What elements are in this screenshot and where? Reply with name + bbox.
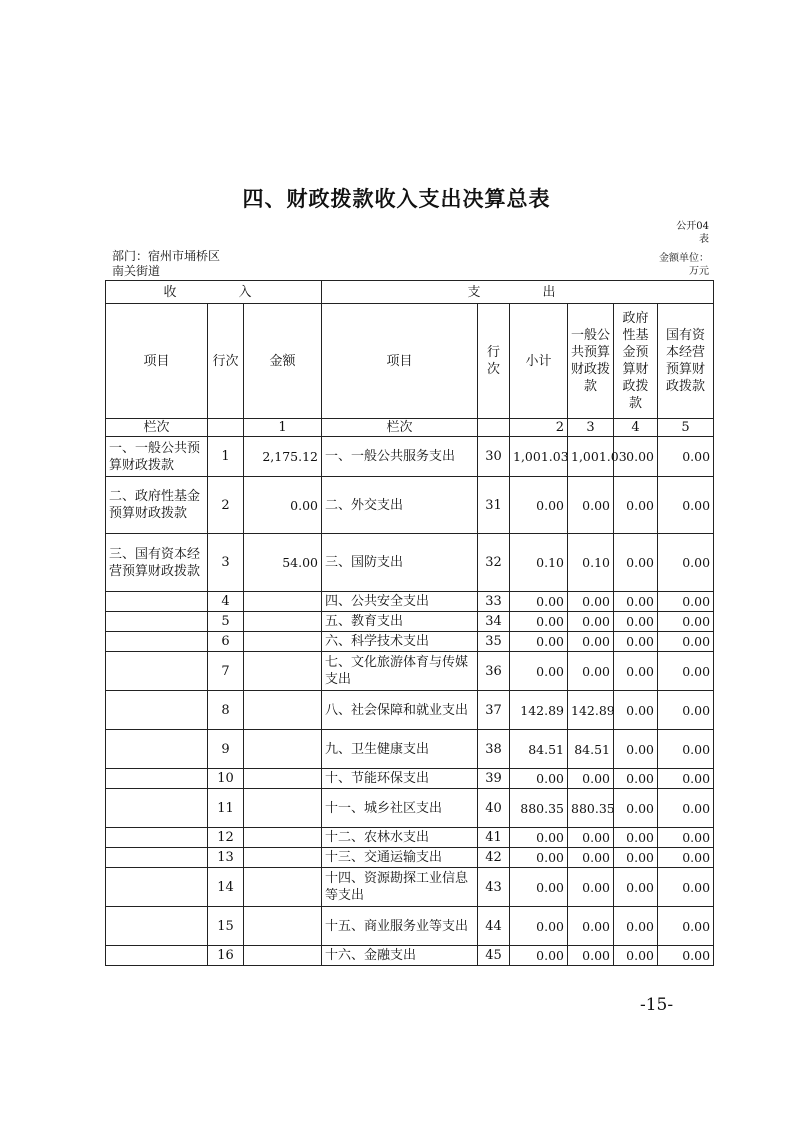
- income-amount: [244, 907, 322, 946]
- index-c1: 1: [244, 419, 322, 437]
- index-c4: 4: [614, 419, 658, 437]
- income-row-no: 4: [208, 592, 244, 612]
- state-capital-value: 0.00: [658, 691, 714, 730]
- index-c2: 2: [510, 419, 568, 437]
- income-row-no: 6: [208, 632, 244, 652]
- expense-row-no: 31: [478, 477, 510, 534]
- income-row-no: 10: [208, 769, 244, 789]
- income-item: [106, 907, 208, 946]
- income-item: [106, 691, 208, 730]
- subtotal-value: 0.00: [510, 848, 568, 868]
- income-amount: [244, 868, 322, 907]
- income-row-no: 9: [208, 730, 244, 769]
- subtotal-header: 小计: [510, 304, 568, 419]
- income-row-no: 14: [208, 868, 244, 907]
- income-item: [106, 828, 208, 848]
- expense-item: 二、外交支出: [322, 477, 478, 534]
- income-row-no: 3: [208, 534, 244, 592]
- state-capital-value: 0.00: [658, 652, 714, 691]
- fund-budget-value: 0.00: [614, 652, 658, 691]
- general-budget-value: 0.00: [568, 868, 614, 907]
- subtotal-value: 0.00: [510, 769, 568, 789]
- state-capital-value: 0.00: [658, 730, 714, 769]
- income-item-header: 项目: [106, 304, 208, 419]
- income-amount: [244, 946, 322, 966]
- state-capital-value: 0.00: [658, 612, 714, 632]
- state-capital-value: 0.00: [658, 789, 714, 828]
- expense-row-no: 41: [478, 828, 510, 848]
- general-budget-value: 0.00: [568, 477, 614, 534]
- income-amount: [244, 769, 322, 789]
- table-row: [106, 691, 714, 730]
- table-row: [106, 652, 714, 691]
- fund-budget-header: 政府性基金预算财政拨款: [614, 304, 658, 419]
- expense-row-no: 36: [478, 652, 510, 691]
- income-amount: 0.00: [244, 477, 322, 534]
- income-amount: [244, 652, 322, 691]
- page-title: 四、财政拨款收入支出决算总表: [242, 187, 551, 211]
- general-budget-header: 一般公共预算财政拨款: [568, 304, 614, 419]
- budget-summary-table: [105, 280, 714, 966]
- fund-budget-value: 0.00: [614, 534, 658, 592]
- general-budget-value: 0.00: [568, 652, 614, 691]
- expense-item-header: 项目: [322, 304, 478, 419]
- expense-row-no: 35: [478, 632, 510, 652]
- income-amount: [244, 828, 322, 848]
- income-amount: [244, 612, 322, 632]
- subtotal-value: 84.51: [510, 730, 568, 769]
- general-budget-value: 1,001.03: [568, 437, 614, 477]
- general-budget-value: 0.10: [568, 534, 614, 592]
- subtotal-value: 0.00: [510, 632, 568, 652]
- income-amount: [244, 592, 322, 612]
- general-budget-value: 0.00: [568, 592, 614, 612]
- expense-row-no: 38: [478, 730, 510, 769]
- index-c3: 3: [568, 419, 614, 437]
- fund-budget-value: 0.00: [614, 769, 658, 789]
- fund-budget-value: 0.00: [614, 437, 658, 477]
- state-capital-value: 0.00: [658, 534, 714, 592]
- expense-item: 十四、资源勘探工业信息等支出: [322, 868, 478, 907]
- subtotal-value: 0.00: [510, 907, 568, 946]
- table-row: [106, 907, 714, 946]
- amount-header: 金额: [244, 304, 322, 419]
- expense-row-no: 34: [478, 612, 510, 632]
- income-item: 二、政府性基金预算财政拨款: [106, 477, 208, 534]
- state-capital-value: 0.00: [658, 632, 714, 652]
- department-label: 部门：宿州市埇桥区南关街道: [112, 249, 221, 278]
- general-budget-value: 0.00: [568, 907, 614, 946]
- fund-budget-value: 0.00: [614, 868, 658, 907]
- income-item: [106, 946, 208, 966]
- expense-item: 十三、交通运输支出: [322, 848, 478, 868]
- subtotal-value: 0.00: [510, 828, 568, 848]
- income-item: 一、一般公共预算财政拨款: [106, 437, 208, 477]
- general-budget-value: 0.00: [568, 769, 614, 789]
- subtotal-value: 880.35: [510, 789, 568, 828]
- general-budget-value: 0.00: [568, 632, 614, 652]
- table-row: [106, 769, 714, 789]
- table-row: [106, 632, 714, 652]
- income-item: [106, 848, 208, 868]
- income-item: [106, 612, 208, 632]
- subtotal-value: 0.00: [510, 868, 568, 907]
- subtotal-value: 0.00: [510, 946, 568, 966]
- index-label-right: 栏次: [322, 419, 478, 437]
- table-row: [106, 946, 714, 966]
- state-capital-value: 0.00: [658, 769, 714, 789]
- fund-budget-value: 0.00: [614, 632, 658, 652]
- column-index-row: [106, 419, 714, 437]
- fund-budget-value: 0.00: [614, 477, 658, 534]
- general-budget-value: 0.00: [568, 946, 614, 966]
- income-amount: [244, 730, 322, 769]
- table-row: [106, 828, 714, 848]
- state-capital-value: 0.00: [658, 868, 714, 907]
- income-row-no: 16: [208, 946, 244, 966]
- expense-item: 五、教育支出: [322, 612, 478, 632]
- expense-item: 七、文化旅游体育与传媒支出: [322, 652, 478, 691]
- expense-row-no: 39: [478, 769, 510, 789]
- income-amount: 54.00: [244, 534, 322, 592]
- income-header: 收 入: [106, 281, 322, 304]
- expense-row-no: 40: [478, 789, 510, 828]
- income-amount: [244, 632, 322, 652]
- expense-row-no: 33: [478, 592, 510, 612]
- expense-item: 一、一般公共服务支出: [322, 437, 478, 477]
- subtotal-value: 0.10: [510, 534, 568, 592]
- table-row: [106, 534, 714, 592]
- income-amount: [244, 691, 322, 730]
- page-number: -15-: [640, 995, 674, 1015]
- income-row-no: 5: [208, 612, 244, 632]
- expense-item: 十六、金融支出: [322, 946, 478, 966]
- table-row: [106, 730, 714, 769]
- state-capital-value: 0.00: [658, 946, 714, 966]
- income-amount: [244, 848, 322, 868]
- income-item: [106, 730, 208, 769]
- state-capital-budget-header: 国有资本经营预算财政拨款: [658, 304, 714, 419]
- table-row: [106, 868, 714, 907]
- subtotal-value: 0.00: [510, 592, 568, 612]
- general-budget-value: 0.00: [568, 828, 614, 848]
- expense-header: 支 出: [322, 281, 714, 304]
- state-capital-value: 0.00: [658, 477, 714, 534]
- expense-row-no: 43: [478, 868, 510, 907]
- unit-label: 金额单位：万元: [659, 253, 709, 277]
- table-row: [106, 612, 714, 632]
- income-row-no: 13: [208, 848, 244, 868]
- state-capital-value: 0.00: [658, 907, 714, 946]
- subtotal-value: 0.00: [510, 477, 568, 534]
- income-item: [106, 769, 208, 789]
- expense-row-no: 42: [478, 848, 510, 868]
- income-row-no: 15: [208, 907, 244, 946]
- expense-item: 十一、城乡社区支出: [322, 789, 478, 828]
- table-row: [106, 592, 714, 612]
- income-row-no: 12: [208, 828, 244, 848]
- general-budget-value: 880.35: [568, 789, 614, 828]
- expense-row-no: 30: [478, 437, 510, 477]
- form-number: 公开04表: [676, 221, 709, 245]
- income-row-no: 8: [208, 691, 244, 730]
- income-item: 三、国有资本经营预算财政拨款: [106, 534, 208, 592]
- general-budget-value: 84.51: [568, 730, 614, 769]
- subtotal-value: 0.00: [510, 652, 568, 691]
- state-capital-value: 0.00: [658, 828, 714, 848]
- fund-budget-value: 0.00: [614, 848, 658, 868]
- income-row-no: 1: [208, 437, 244, 477]
- state-capital-value: 0.00: [658, 437, 714, 477]
- expense-row-no: 32: [478, 534, 510, 592]
- fund-budget-value: 0.00: [614, 946, 658, 966]
- fund-budget-value: 0.00: [614, 691, 658, 730]
- subtotal-value: 1,001.03: [510, 437, 568, 477]
- expense-item: 十、节能环保支出: [322, 769, 478, 789]
- index-label-left: 栏次: [106, 419, 208, 437]
- expense-item: 八、社会保障和就业支出: [322, 691, 478, 730]
- state-capital-value: 0.00: [658, 848, 714, 868]
- column-header-row: [106, 304, 714, 419]
- income-item: [106, 789, 208, 828]
- income-item: [106, 632, 208, 652]
- expense-item: 六、科学技术支出: [322, 632, 478, 652]
- fund-budget-value: 0.00: [614, 612, 658, 632]
- expense-row-no: 37: [478, 691, 510, 730]
- state-capital-value: 0.00: [658, 592, 714, 612]
- fund-budget-value: 0.00: [614, 828, 658, 848]
- income-row-no: 11: [208, 789, 244, 828]
- expense-item: 十二、农林水支出: [322, 828, 478, 848]
- table-row: [106, 477, 714, 534]
- income-item: [106, 652, 208, 691]
- expense-item: 十五、商业服务业等支出: [322, 907, 478, 946]
- general-budget-value: 0.00: [568, 612, 614, 632]
- fund-budget-value: 0.00: [614, 907, 658, 946]
- expense-item: 四、公共安全支出: [322, 592, 478, 612]
- income-item: [106, 868, 208, 907]
- expense-item: 九、卫生健康支出: [322, 730, 478, 769]
- index-blank: [208, 419, 244, 437]
- fund-budget-value: 0.00: [614, 789, 658, 828]
- subtotal-value: 0.00: [510, 612, 568, 632]
- general-budget-value: 142.89: [568, 691, 614, 730]
- section-header-row: [106, 281, 714, 304]
- general-budget-value: 0.00: [568, 848, 614, 868]
- table-row: [106, 848, 714, 868]
- table-row: [106, 789, 714, 828]
- subtotal-value: 142.89: [510, 691, 568, 730]
- index-c5: 5: [658, 419, 714, 437]
- expense-row-no-header: 行次: [478, 304, 510, 419]
- expense-row-no: 44: [478, 907, 510, 946]
- income-row-no-header: 行次: [208, 304, 244, 419]
- expense-row-no: 45: [478, 946, 510, 966]
- income-amount: 2,175.12: [244, 437, 322, 477]
- income-item: [106, 592, 208, 612]
- income-row-no: 7: [208, 652, 244, 691]
- fund-budget-value: 0.00: [614, 730, 658, 769]
- table-row: [106, 437, 714, 477]
- income-row-no: 2: [208, 477, 244, 534]
- expense-item: 三、国防支出: [322, 534, 478, 592]
- fund-budget-value: 0.00: [614, 592, 658, 612]
- index-blank: [478, 419, 510, 437]
- income-amount: [244, 789, 322, 828]
